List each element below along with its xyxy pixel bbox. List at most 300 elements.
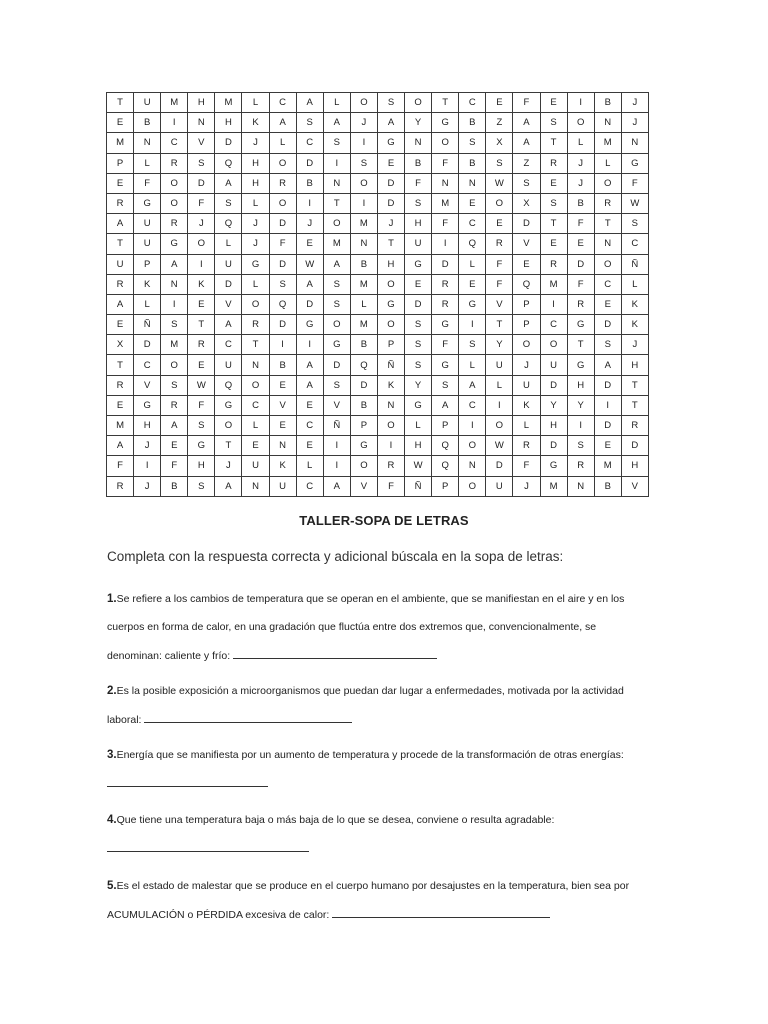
grid-cell[interactable]: T [323, 193, 350, 213]
grid-cell[interactable]: A [432, 395, 459, 415]
grid-cell[interactable]: H [621, 456, 648, 476]
grid-cell[interactable]: I [323, 436, 350, 456]
grid-cell[interactable]: N [134, 133, 161, 153]
grid-cell[interactable]: D [269, 254, 296, 274]
grid-cell[interactable]: E [486, 93, 513, 113]
grid-cell[interactable]: O [242, 294, 269, 314]
grid-cell[interactable]: N [350, 234, 377, 254]
grid-cell[interactable]: E [107, 113, 134, 133]
grid-cell[interactable]: D [215, 274, 242, 294]
grid-cell[interactable]: M [540, 274, 567, 294]
grid-cell[interactable]: D [377, 193, 404, 213]
grid-cell[interactable]: V [323, 395, 350, 415]
grid-cell[interactable]: N [594, 234, 621, 254]
grid-cell[interactable]: R [107, 375, 134, 395]
grid-cell[interactable]: S [405, 355, 432, 375]
grid-cell[interactable]: F [486, 274, 513, 294]
grid-cell[interactable]: W [486, 436, 513, 456]
grid-cell[interactable]: C [269, 93, 296, 113]
grid-cell[interactable]: T [540, 133, 567, 153]
grid-cell[interactable]: O [350, 173, 377, 193]
grid-cell[interactable]: Q [215, 153, 242, 173]
grid-cell[interactable]: S [188, 476, 215, 496]
grid-cell[interactable]: E [107, 315, 134, 335]
grid-cell[interactable]: L [242, 193, 269, 213]
grid-cell[interactable]: Q [350, 355, 377, 375]
grid-cell[interactable]: F [432, 335, 459, 355]
grid-cell[interactable]: R [242, 315, 269, 335]
grid-cell[interactable]: N [459, 173, 486, 193]
grid-cell[interactable]: G [377, 133, 404, 153]
grid-cell[interactable]: D [377, 173, 404, 193]
grid-cell[interactable]: J [621, 113, 648, 133]
grid-cell[interactable]: Y [486, 335, 513, 355]
grid-cell[interactable]: L [242, 93, 269, 113]
grid-cell[interactable]: F [161, 456, 188, 476]
grid-cell[interactable]: A [323, 476, 350, 496]
grid-cell[interactable]: A [377, 113, 404, 133]
grid-cell[interactable]: H [188, 93, 215, 113]
grid-cell[interactable]: I [134, 456, 161, 476]
grid-cell[interactable]: F [188, 395, 215, 415]
grid-cell[interactable]: H [134, 416, 161, 436]
grid-cell[interactable]: I [567, 416, 594, 436]
grid-cell[interactable]: S [215, 193, 242, 213]
grid-cell[interactable]: C [242, 395, 269, 415]
grid-cell[interactable]: V [350, 476, 377, 496]
grid-cell[interactable]: E [161, 436, 188, 456]
grid-cell[interactable]: F [621, 173, 648, 193]
grid-cell[interactable]: H [621, 355, 648, 375]
grid-cell[interactable]: J [188, 214, 215, 234]
grid-cell[interactable]: W [405, 456, 432, 476]
grid-cell[interactable]: S [161, 375, 188, 395]
grid-cell[interactable]: F [567, 274, 594, 294]
grid-cell[interactable]: R [161, 153, 188, 173]
grid-cell[interactable]: O [594, 173, 621, 193]
grid-cell[interactable]: A [215, 315, 242, 335]
grid-cell[interactable]: U [107, 254, 134, 274]
grid-cell[interactable]: I [269, 335, 296, 355]
grid-cell[interactable]: V [486, 294, 513, 314]
grid-cell[interactable]: E [459, 274, 486, 294]
grid-cell[interactable]: I [323, 456, 350, 476]
grid-cell[interactable]: D [269, 315, 296, 335]
grid-cell[interactable]: S [432, 375, 459, 395]
grid-cell[interactable]: D [432, 254, 459, 274]
grid-cell[interactable]: I [161, 113, 188, 133]
grid-cell[interactable]: G [405, 254, 432, 274]
grid-cell[interactable]: G [377, 294, 404, 314]
grid-cell[interactable]: R [107, 274, 134, 294]
grid-cell[interactable]: I [459, 315, 486, 335]
grid-cell[interactable]: O [377, 315, 404, 335]
grid-cell[interactable]: I [296, 193, 323, 213]
grid-cell[interactable]: J [242, 133, 269, 153]
grid-cell[interactable]: P [134, 254, 161, 274]
grid-cell[interactable]: O [323, 315, 350, 335]
grid-cell[interactable]: U [215, 355, 242, 375]
grid-cell[interactable]: K [134, 274, 161, 294]
grid-cell[interactable]: U [242, 456, 269, 476]
grid-cell[interactable]: A [513, 133, 540, 153]
grid-cell[interactable]: K [621, 315, 648, 335]
grid-cell[interactable]: D [486, 456, 513, 476]
grid-cell[interactable]: G [188, 436, 215, 456]
grid-cell[interactable]: U [215, 254, 242, 274]
grid-cell[interactable]: I [432, 234, 459, 254]
grid-cell[interactable]: Q [432, 436, 459, 456]
grid-cell[interactable]: J [242, 234, 269, 254]
grid-cell[interactable]: B [350, 335, 377, 355]
grid-cell[interactable]: N [621, 133, 648, 153]
grid-cell[interactable]: I [486, 395, 513, 415]
grid-cell[interactable]: D [134, 335, 161, 355]
grid-cell[interactable]: O [242, 375, 269, 395]
grid-cell[interactable]: T [377, 234, 404, 254]
grid-cell[interactable]: I [296, 335, 323, 355]
grid-cell[interactable]: L [242, 274, 269, 294]
grid-cell[interactable]: F [567, 214, 594, 234]
answer-4-blank[interactable] [107, 842, 309, 852]
grid-cell[interactable]: O [513, 335, 540, 355]
grid-cell[interactable]: B [405, 153, 432, 173]
grid-cell[interactable]: W [188, 375, 215, 395]
grid-cell[interactable]: O [486, 416, 513, 436]
grid-cell[interactable]: J [567, 173, 594, 193]
grid-cell[interactable]: W [296, 254, 323, 274]
grid-cell[interactable]: B [567, 193, 594, 213]
grid-cell[interactable]: N [161, 274, 188, 294]
grid-cell[interactable]: E [269, 375, 296, 395]
grid-cell[interactable]: L [134, 294, 161, 314]
grid-cell[interactable]: G [134, 395, 161, 415]
grid-cell[interactable]: S [161, 315, 188, 335]
grid-cell[interactable]: R [513, 436, 540, 456]
grid-cell[interactable]: S [540, 113, 567, 133]
grid-cell[interactable]: F [107, 456, 134, 476]
grid-cell[interactable]: D [567, 254, 594, 274]
grid-cell[interactable]: T [107, 93, 134, 113]
grid-cell[interactable]: M [594, 133, 621, 153]
grid-cell[interactable]: Z [486, 113, 513, 133]
grid-cell[interactable]: M [107, 416, 134, 436]
grid-cell[interactable]: R [161, 395, 188, 415]
grid-cell[interactable]: D [323, 355, 350, 375]
grid-cell[interactable]: G [621, 153, 648, 173]
grid-cell[interactable]: D [594, 315, 621, 335]
grid-cell[interactable]: P [432, 476, 459, 496]
grid-cell[interactable]: S [405, 193, 432, 213]
grid-cell[interactable]: S [405, 335, 432, 355]
grid-cell[interactable]: E [269, 416, 296, 436]
grid-cell[interactable]: E [188, 355, 215, 375]
grid-cell[interactable]: K [188, 274, 215, 294]
grid-cell[interactable]: C [594, 274, 621, 294]
grid-cell[interactable]: O [540, 335, 567, 355]
grid-cell[interactable]: L [215, 234, 242, 254]
grid-cell[interactable]: H [405, 436, 432, 456]
grid-cell[interactable]: R [567, 294, 594, 314]
grid-cell[interactable]: D [215, 133, 242, 153]
grid-cell[interactable]: N [594, 113, 621, 133]
grid-cell[interactable]: V [269, 395, 296, 415]
grid-cell[interactable]: H [188, 456, 215, 476]
grid-cell[interactable]: M [540, 476, 567, 496]
grid-cell[interactable]: Ñ [377, 355, 404, 375]
grid-cell[interactable]: G [432, 315, 459, 335]
grid-cell[interactable]: T [621, 375, 648, 395]
grid-cell[interactable]: I [594, 395, 621, 415]
grid-cell[interactable]: F [377, 476, 404, 496]
grid-cell[interactable]: N [269, 436, 296, 456]
grid-cell[interactable]: B [594, 93, 621, 113]
grid-cell[interactable]: G [432, 355, 459, 375]
grid-cell[interactable]: R [107, 193, 134, 213]
grid-cell[interactable]: C [459, 395, 486, 415]
grid-cell[interactable]: A [296, 375, 323, 395]
grid-cell[interactable]: J [134, 436, 161, 456]
grid-cell[interactable]: L [459, 254, 486, 274]
grid-cell[interactable]: S [459, 335, 486, 355]
grid-cell[interactable]: N [432, 173, 459, 193]
grid-cell[interactable]: Ñ [134, 315, 161, 335]
grid-cell[interactable]: P [432, 416, 459, 436]
grid-cell[interactable]: N [188, 113, 215, 133]
grid-cell[interactable]: P [513, 294, 540, 314]
grid-cell[interactable]: E [486, 214, 513, 234]
grid-cell[interactable]: R [540, 153, 567, 173]
grid-cell[interactable]: E [540, 234, 567, 254]
grid-cell[interactable]: G [242, 254, 269, 274]
grid-cell[interactable]: U [269, 476, 296, 496]
grid-cell[interactable]: M [432, 193, 459, 213]
grid-cell[interactable]: V [215, 294, 242, 314]
grid-cell[interactable]: L [134, 153, 161, 173]
grid-cell[interactable]: N [242, 355, 269, 375]
grid-cell[interactable]: W [621, 193, 648, 213]
grid-cell[interactable]: O [405, 93, 432, 113]
grid-cell[interactable]: A [107, 294, 134, 314]
grid-cell[interactable]: Q [432, 456, 459, 476]
grid-cell[interactable]: Q [215, 375, 242, 395]
grid-cell[interactable]: Ñ [621, 254, 648, 274]
grid-cell[interactable]: K [269, 456, 296, 476]
grid-cell[interactable]: S [540, 193, 567, 213]
grid-cell[interactable]: D [540, 436, 567, 456]
grid-cell[interactable]: P [513, 315, 540, 335]
grid-cell[interactable]: L [405, 416, 432, 436]
grid-cell[interactable]: T [215, 436, 242, 456]
grid-cell[interactable]: H [242, 153, 269, 173]
grid-cell[interactable]: I [350, 193, 377, 213]
grid-cell[interactable]: U [540, 355, 567, 375]
grid-cell[interactable]: R [486, 234, 513, 254]
grid-cell[interactable]: O [432, 133, 459, 153]
grid-cell[interactable]: T [188, 315, 215, 335]
grid-cell[interactable]: M [594, 456, 621, 476]
grid-cell[interactable]: E [296, 436, 323, 456]
grid-cell[interactable]: Ñ [405, 476, 432, 496]
grid-cell[interactable]: F [134, 173, 161, 193]
grid-cell[interactable]: C [296, 476, 323, 496]
grid-cell[interactable]: O [161, 193, 188, 213]
grid-cell[interactable]: B [594, 476, 621, 496]
grid-cell[interactable]: S [188, 153, 215, 173]
grid-cell[interactable]: B [161, 476, 188, 496]
grid-cell[interactable]: U [134, 214, 161, 234]
grid-cell[interactable]: S [377, 93, 404, 113]
grid-cell[interactable]: H [405, 214, 432, 234]
grid-cell[interactable]: X [486, 133, 513, 153]
answer-2-blank[interactable] [144, 713, 352, 723]
grid-cell[interactable]: J [296, 214, 323, 234]
answer-1-blank[interactable] [233, 649, 437, 659]
grid-cell[interactable]: A [323, 113, 350, 133]
grid-cell[interactable]: L [567, 133, 594, 153]
grid-cell[interactable]: E [594, 294, 621, 314]
grid-cell[interactable]: M [107, 133, 134, 153]
grid-cell[interactable]: C [161, 133, 188, 153]
grid-cell[interactable]: A [296, 93, 323, 113]
grid-cell[interactable]: D [594, 375, 621, 395]
grid-cell[interactable]: S [513, 173, 540, 193]
grid-cell[interactable]: T [621, 395, 648, 415]
grid-cell[interactable]: E [242, 436, 269, 456]
grid-cell[interactable]: T [486, 315, 513, 335]
grid-cell[interactable]: S [323, 294, 350, 314]
grid-cell[interactable]: U [486, 476, 513, 496]
grid-cell[interactable]: O [323, 214, 350, 234]
grid-cell[interactable]: G [567, 315, 594, 335]
grid-cell[interactable]: F [432, 153, 459, 173]
grid-cell[interactable]: A [161, 416, 188, 436]
grid-cell[interactable]: F [513, 456, 540, 476]
grid-cell[interactable]: C [215, 335, 242, 355]
grid-cell[interactable]: D [350, 375, 377, 395]
grid-cell[interactable]: G [215, 395, 242, 415]
grid-cell[interactable]: Y [405, 113, 432, 133]
grid-cell[interactable]: G [161, 234, 188, 254]
grid-cell[interactable]: A [296, 274, 323, 294]
grid-cell[interactable]: V [134, 375, 161, 395]
grid-cell[interactable]: I [459, 416, 486, 436]
grid-cell[interactable]: C [296, 416, 323, 436]
grid-cell[interactable]: O [269, 193, 296, 213]
grid-cell[interactable]: G [540, 456, 567, 476]
grid-cell[interactable]: B [459, 113, 486, 133]
grid-cell[interactable]: N [567, 476, 594, 496]
grid-cell[interactable]: U [134, 93, 161, 113]
grid-cell[interactable]: A [215, 173, 242, 193]
grid-cell[interactable]: D [594, 416, 621, 436]
grid-cell[interactable]: I [323, 153, 350, 173]
grid-cell[interactable]: T [567, 335, 594, 355]
grid-cell[interactable]: A [215, 476, 242, 496]
grid-cell[interactable]: E [296, 395, 323, 415]
grid-cell[interactable]: B [134, 113, 161, 133]
grid-cell[interactable]: R [188, 335, 215, 355]
grid-cell[interactable]: T [242, 335, 269, 355]
grid-cell[interactable]: F [432, 214, 459, 234]
grid-cell[interactable]: M [350, 214, 377, 234]
grid-cell[interactable]: O [594, 254, 621, 274]
grid-cell[interactable]: G [432, 113, 459, 133]
grid-cell[interactable]: L [350, 294, 377, 314]
grid-cell[interactable]: S [486, 153, 513, 173]
grid-cell[interactable]: H [377, 254, 404, 274]
grid-cell[interactable]: U [513, 375, 540, 395]
grid-cell[interactable]: G [405, 395, 432, 415]
grid-cell[interactable]: S [350, 153, 377, 173]
grid-cell[interactable]: C [621, 234, 648, 254]
grid-cell[interactable]: E [296, 234, 323, 254]
grid-cell[interactable]: E [513, 254, 540, 274]
grid-cell[interactable]: D [269, 214, 296, 234]
grid-cell[interactable]: Y [540, 395, 567, 415]
grid-cell[interactable]: O [269, 153, 296, 173]
grid-cell[interactable]: D [405, 294, 432, 314]
grid-cell[interactable]: M [215, 93, 242, 113]
answer-5-blank[interactable] [332, 908, 550, 918]
grid-cell[interactable]: J [567, 153, 594, 173]
grid-cell[interactable]: S [459, 133, 486, 153]
grid-cell[interactable]: W [486, 173, 513, 193]
grid-cell[interactable]: I [377, 436, 404, 456]
grid-cell[interactable]: O [161, 173, 188, 193]
grid-cell[interactable]: E [540, 93, 567, 113]
grid-cell[interactable]: T [107, 234, 134, 254]
grid-cell[interactable]: E [188, 294, 215, 314]
grid-cell[interactable]: H [567, 375, 594, 395]
grid-cell[interactable]: S [621, 214, 648, 234]
grid-cell[interactable]: M [161, 335, 188, 355]
grid-cell[interactable]: T [432, 93, 459, 113]
grid-cell[interactable]: S [296, 113, 323, 133]
grid-cell[interactable]: A [323, 254, 350, 274]
grid-cell[interactable]: C [134, 355, 161, 375]
grid-cell[interactable]: B [459, 153, 486, 173]
grid-cell[interactable]: J [513, 476, 540, 496]
grid-cell[interactable]: R [107, 476, 134, 496]
grid-cell[interactable]: R [621, 416, 648, 436]
grid-cell[interactable]: L [594, 153, 621, 173]
grid-cell[interactable]: G [296, 315, 323, 335]
grid-cell[interactable]: C [459, 214, 486, 234]
grid-cell[interactable]: T [540, 214, 567, 234]
grid-cell[interactable]: R [161, 214, 188, 234]
grid-cell[interactable]: X [513, 193, 540, 213]
grid-cell[interactable]: G [459, 294, 486, 314]
grid-cell[interactable]: S [323, 375, 350, 395]
grid-cell[interactable]: Q [513, 274, 540, 294]
grid-cell[interactable]: D [188, 173, 215, 193]
grid-cell[interactable]: I [350, 133, 377, 153]
grid-cell[interactable]: E [107, 173, 134, 193]
grid-cell[interactable]: F [513, 93, 540, 113]
grid-cell[interactable]: Y [567, 395, 594, 415]
grid-cell[interactable]: C [459, 93, 486, 113]
grid-cell[interactable]: D [621, 436, 648, 456]
grid-cell[interactable]: E [107, 395, 134, 415]
grid-cell[interactable]: G [134, 193, 161, 213]
grid-cell[interactable]: O [350, 93, 377, 113]
grid-cell[interactable]: I [161, 294, 188, 314]
grid-cell[interactable]: Ñ [323, 416, 350, 436]
grid-cell[interactable]: O [459, 436, 486, 456]
grid-cell[interactable]: R [269, 173, 296, 193]
grid-cell[interactable]: O [161, 355, 188, 375]
